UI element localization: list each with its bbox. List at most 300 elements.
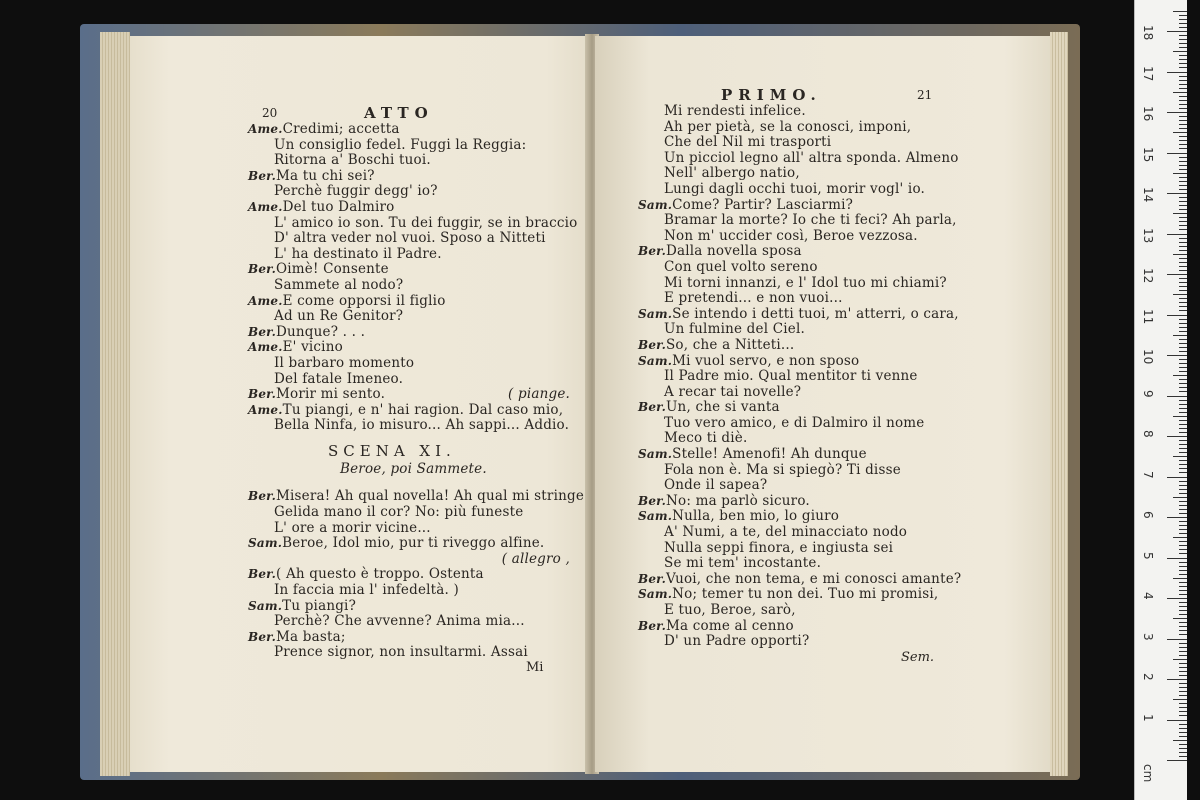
ruler-tick bbox=[1173, 537, 1187, 538]
text-line bbox=[638, 385, 961, 401]
text-line bbox=[248, 200, 584, 216]
ruler-tick bbox=[1179, 189, 1187, 190]
verse-text: Prence signor, non insultarmi. Assai bbox=[274, 644, 528, 661]
ruler-tick bbox=[1179, 229, 1187, 230]
ruler-tick bbox=[1179, 391, 1187, 392]
speaker-label: Ber. bbox=[638, 618, 666, 633]
text-line bbox=[638, 431, 961, 447]
text-line bbox=[248, 309, 584, 325]
ruler-tick bbox=[1179, 148, 1187, 149]
verse-text: Vuoi, che non tema, e mi conosci amante? bbox=[665, 570, 962, 587]
text-line bbox=[638, 416, 961, 432]
ruler-tick bbox=[1179, 217, 1187, 218]
text-line bbox=[248, 138, 584, 154]
text-line bbox=[248, 614, 584, 630]
text-line bbox=[248, 521, 584, 537]
text-line bbox=[248, 599, 584, 615]
speaker-label: Ber. bbox=[248, 262, 276, 277]
text-line bbox=[248, 247, 584, 263]
ruler-tick bbox=[1179, 327, 1187, 328]
text-line bbox=[248, 231, 584, 247]
ruler-tick bbox=[1179, 432, 1187, 433]
ruler-tick bbox=[1179, 201, 1187, 202]
ruler-tick bbox=[1173, 618, 1187, 619]
ruler-tick bbox=[1179, 177, 1187, 178]
ruler-number: 10 bbox=[1141, 349, 1155, 365]
ruler-tick bbox=[1179, 242, 1187, 243]
text-line bbox=[638, 322, 961, 338]
ruler-tick bbox=[1179, 96, 1187, 97]
verse-text: Dunque? . . . bbox=[275, 323, 366, 340]
ruler-tick bbox=[1179, 88, 1187, 89]
speaker-label: Ber. bbox=[248, 489, 276, 504]
verse-text: Non m' uccider così, Beroe vezzosa. bbox=[664, 227, 918, 244]
ruler-tick bbox=[1179, 671, 1187, 672]
verse-text: In faccia mia l' infedeltà. ) bbox=[274, 582, 459, 599]
ruler-tick bbox=[1179, 286, 1187, 287]
ruler-tick bbox=[1179, 732, 1187, 733]
ruler-tick bbox=[1179, 181, 1187, 182]
ruler-tick bbox=[1179, 756, 1187, 757]
text-line bbox=[248, 169, 584, 185]
ruler-tick bbox=[1167, 112, 1187, 113]
verse-text: Nell' albergo natio, bbox=[664, 165, 800, 182]
text-line bbox=[248, 630, 584, 646]
ruler-tick bbox=[1173, 92, 1187, 93]
verse-text: Onde il sapea? bbox=[664, 477, 768, 494]
page-edges-left bbox=[100, 32, 130, 776]
ruler-tick bbox=[1179, 197, 1187, 198]
ruler-tick bbox=[1179, 266, 1187, 267]
verse-text: Mi vuol servo, e non sposo bbox=[672, 352, 860, 369]
verse-text: Un, che si vanta bbox=[665, 399, 780, 416]
speaker-label: Ber. bbox=[638, 400, 666, 415]
verse-text: Dalla novella sposa bbox=[665, 243, 802, 260]
ruler-tick bbox=[1179, 521, 1187, 522]
speaker-label: Ber. bbox=[638, 571, 666, 586]
ruler-tick bbox=[1179, 586, 1187, 587]
text-line bbox=[638, 182, 961, 198]
ruler-tick bbox=[1179, 626, 1187, 627]
speaker-label: Ber. bbox=[248, 567, 276, 582]
speaker-label: Ber. bbox=[248, 168, 276, 183]
ruler-tick bbox=[1179, 444, 1187, 445]
speaker-label: Sam. bbox=[638, 353, 673, 368]
ruler-number: 9 bbox=[1141, 389, 1155, 398]
text-line bbox=[638, 307, 961, 323]
text-line bbox=[248, 294, 584, 310]
ruler-tick bbox=[1179, 63, 1187, 64]
verse-text: E' vicino bbox=[282, 339, 343, 356]
scene-title: SCENA XI. bbox=[328, 441, 456, 460]
ruler-tick bbox=[1179, 23, 1187, 24]
ruler-tick bbox=[1173, 173, 1187, 174]
speaker-label: Sam. bbox=[248, 598, 283, 613]
ruler-tick bbox=[1179, 140, 1187, 141]
verse-text: Che del Nil mi trasporti bbox=[664, 134, 832, 151]
ruler-tick bbox=[1167, 396, 1187, 397]
ruler-tick bbox=[1179, 55, 1187, 56]
speaker-label: Ber. bbox=[248, 629, 276, 644]
ruler-tick bbox=[1179, 351, 1187, 352]
page-header-right: PRIMO. bbox=[721, 86, 822, 104]
speaker-label: Sam. bbox=[638, 306, 673, 321]
text-line bbox=[638, 276, 961, 292]
text-line bbox=[638, 634, 961, 650]
ruler-number: 16 bbox=[1141, 106, 1155, 122]
page-header-left: ATTO bbox=[364, 104, 434, 122]
ruler-tick bbox=[1179, 614, 1187, 615]
left-page bbox=[130, 36, 620, 772]
ruler-tick bbox=[1179, 752, 1187, 753]
ruler-tick bbox=[1179, 39, 1187, 40]
text-line bbox=[638, 135, 961, 151]
verse-text: Ad un Re Genitor? bbox=[274, 308, 404, 325]
ruler-number: 4 bbox=[1141, 592, 1155, 600]
ruler-tick bbox=[1179, 622, 1187, 623]
ruler-tick bbox=[1167, 598, 1187, 599]
ruler-tick bbox=[1179, 404, 1187, 405]
ruler-tick bbox=[1179, 452, 1187, 453]
text-line bbox=[638, 104, 961, 120]
ruler-tick bbox=[1179, 691, 1187, 692]
ruler-tick bbox=[1167, 234, 1187, 235]
ruler-tick bbox=[1179, 47, 1187, 48]
ruler-tick bbox=[1179, 323, 1187, 324]
stage-direction: ( allegro , bbox=[501, 550, 570, 567]
ruler-tick bbox=[1179, 108, 1187, 109]
ruler-tick bbox=[1179, 590, 1187, 591]
ruler-tick bbox=[1179, 570, 1187, 571]
ruler-tick bbox=[1179, 485, 1187, 486]
ruler-tick bbox=[1173, 335, 1187, 336]
ruler-tick bbox=[1179, 157, 1187, 158]
ruler-tick bbox=[1173, 132, 1187, 133]
scene-characters: Beroe, poi Sammete. bbox=[340, 460, 487, 477]
text-line bbox=[248, 278, 584, 294]
ruler-number: 13 bbox=[1141, 227, 1155, 243]
speaker-label: Ame. bbox=[248, 402, 283, 417]
verse-text: Perchè fuggir degg' io? bbox=[274, 183, 438, 200]
text-line bbox=[248, 184, 584, 200]
ruler-tick bbox=[1179, 606, 1187, 607]
verse-text: Perchè? Che avvenne? Anima mia... bbox=[274, 613, 525, 630]
ruler-tick bbox=[1179, 290, 1187, 291]
open-book bbox=[80, 24, 1080, 780]
ruler-tick bbox=[1179, 562, 1187, 563]
verse-text: Ma tu chi sei? bbox=[275, 167, 375, 184]
verse-text: Ma basta; bbox=[275, 628, 346, 645]
ruler-tick bbox=[1179, 736, 1187, 737]
text-line bbox=[638, 463, 961, 479]
ruler-tick bbox=[1179, 270, 1187, 271]
verse-text: Del tuo Dalmiro bbox=[282, 198, 395, 215]
ruler-tick bbox=[1179, 655, 1187, 656]
ruler-tick bbox=[1179, 582, 1187, 583]
speaker-label: Ame. bbox=[248, 122, 283, 136]
ruler-tick bbox=[1179, 35, 1187, 36]
ruler-tick bbox=[1179, 687, 1187, 688]
verse-text: L' ore a morir vicine... bbox=[274, 519, 431, 536]
verse-text: E pretendi... e non vuoi... bbox=[664, 290, 843, 307]
ruler-tick bbox=[1179, 468, 1187, 469]
verse-text: Nulla, ben mio, lo giuro bbox=[672, 508, 840, 525]
text-line bbox=[248, 372, 584, 388]
verse-text: Nulla seppi finora, e ingiusta sei bbox=[664, 539, 894, 556]
text-line bbox=[638, 120, 961, 136]
ruler-tick bbox=[1173, 11, 1187, 12]
text-line bbox=[248, 356, 584, 372]
ruler-tick bbox=[1179, 100, 1187, 101]
ruler-tick bbox=[1179, 715, 1187, 716]
text-line bbox=[248, 567, 584, 583]
verse-text: Misera! Ah qual novella! Ah qual mi stringe bbox=[275, 488, 585, 505]
ruler-tick bbox=[1179, 505, 1187, 506]
ruler-tick bbox=[1179, 728, 1187, 729]
ruler-tick bbox=[1167, 760, 1187, 761]
ruler-tick bbox=[1167, 153, 1187, 154]
ruler-tick bbox=[1179, 634, 1187, 635]
ruler-number: 11 bbox=[1141, 308, 1155, 324]
ruler-number: 8 bbox=[1141, 430, 1155, 438]
ruler-tick bbox=[1179, 331, 1187, 332]
ruler-tick bbox=[1173, 659, 1187, 660]
text-line bbox=[248, 505, 584, 521]
ruler-tick bbox=[1179, 379, 1187, 380]
ruler-tick bbox=[1179, 647, 1187, 648]
ruler-tick bbox=[1179, 128, 1187, 129]
verse-text: Ah per pietà, se la conosci, imponi, bbox=[664, 118, 912, 135]
ruler-tick bbox=[1179, 339, 1187, 340]
ruler-tick bbox=[1179, 440, 1187, 441]
page-number-left: 20 bbox=[262, 106, 278, 120]
ruler-tick bbox=[1179, 594, 1187, 595]
ruler-tick bbox=[1179, 221, 1187, 222]
ruler-tick bbox=[1179, 667, 1187, 668]
verse-text: Lungi dagli occhi tuoi, morir vogl' io. bbox=[664, 180, 926, 197]
verse-text: Sammete al nodo? bbox=[274, 276, 404, 293]
ruler-tick bbox=[1179, 533, 1187, 534]
ruler-tick bbox=[1179, 84, 1187, 85]
text-line bbox=[248, 403, 584, 419]
ruler-unit: cm bbox=[1141, 764, 1155, 783]
verse-text: Credimi; accetta bbox=[282, 121, 400, 137]
ruler-tick bbox=[1173, 254, 1187, 255]
text-line bbox=[248, 552, 570, 568]
ruler-tick bbox=[1179, 104, 1187, 105]
ruler-tick bbox=[1179, 610, 1187, 611]
ruler-tick bbox=[1179, 630, 1187, 631]
ruler-tick bbox=[1179, 310, 1187, 311]
ruler-tick bbox=[1179, 481, 1187, 482]
ruler-tick bbox=[1179, 420, 1187, 421]
ruler-number: 12 bbox=[1141, 268, 1155, 284]
ruler-tick bbox=[1179, 707, 1187, 708]
ruler-tick bbox=[1179, 15, 1187, 16]
ruler-tick bbox=[1179, 59, 1187, 60]
ruler-tick bbox=[1167, 679, 1187, 680]
ruler-tick bbox=[1179, 464, 1187, 465]
ruler-tick bbox=[1179, 67, 1187, 68]
ruler-tick bbox=[1179, 651, 1187, 652]
text-line bbox=[638, 619, 961, 635]
ruler-tick bbox=[1179, 675, 1187, 676]
ruler-tick bbox=[1179, 448, 1187, 449]
speaker-label: Ame. bbox=[248, 199, 283, 214]
ruler-tick bbox=[1173, 456, 1187, 457]
verse-text: ( Ah questo è troppo. Ostenta bbox=[275, 566, 484, 583]
text-line bbox=[248, 583, 584, 599]
text-line bbox=[638, 166, 961, 182]
ruler-tick bbox=[1173, 294, 1187, 295]
text-line bbox=[638, 556, 961, 572]
ruler-tick bbox=[1179, 258, 1187, 259]
ruler-tick bbox=[1179, 343, 1187, 344]
text-line bbox=[248, 536, 584, 552]
ruler-tick bbox=[1179, 383, 1187, 384]
text-line bbox=[638, 400, 961, 416]
text-line bbox=[638, 291, 961, 307]
ruler-tick bbox=[1167, 274, 1187, 275]
ruler-tick bbox=[1173, 51, 1187, 52]
ruler-tick bbox=[1179, 529, 1187, 530]
ruler-tick bbox=[1179, 493, 1187, 494]
speaker-label: Ber. bbox=[638, 244, 666, 259]
verse-text: E tuo, Beroe, sarò, bbox=[664, 602, 796, 618]
ruler-tick bbox=[1179, 80, 1187, 81]
speaker-label: Sam. bbox=[638, 587, 673, 602]
ruler-number: 5 bbox=[1141, 551, 1155, 560]
verse-text: Mi rendesti infelice. bbox=[664, 103, 806, 119]
ruler-tick bbox=[1167, 720, 1187, 721]
verse-text: L' ha destinato il Padre. bbox=[274, 245, 442, 262]
ruler-tick bbox=[1173, 497, 1187, 498]
text-line bbox=[638, 572, 961, 588]
ruler-tick bbox=[1179, 513, 1187, 514]
left-page-text bbox=[248, 122, 584, 661]
ruler-tick bbox=[1179, 541, 1187, 542]
ruler-tick bbox=[1179, 209, 1187, 210]
ruler-tick bbox=[1179, 545, 1187, 546]
ruler-tick bbox=[1179, 695, 1187, 696]
ruler-tick bbox=[1179, 185, 1187, 186]
text-line bbox=[638, 338, 961, 354]
page-number-right: 21 bbox=[917, 88, 933, 102]
text-line bbox=[638, 213, 961, 229]
ruler-number: 17 bbox=[1141, 65, 1155, 81]
ruler-number: 15 bbox=[1141, 146, 1155, 162]
ruler-number: 6 bbox=[1141, 511, 1155, 519]
verse-text: Gelida mano il cor? No: più funeste bbox=[274, 504, 524, 521]
ruler-tick bbox=[1179, 319, 1187, 320]
text-line bbox=[638, 509, 961, 525]
right-page-text bbox=[638, 104, 961, 650]
ruler-tick bbox=[1179, 205, 1187, 206]
ruler-tick bbox=[1179, 161, 1187, 162]
text-line bbox=[638, 260, 961, 276]
ruler-tick bbox=[1179, 246, 1187, 247]
verse-text: Bramar la morte? Io che ti feci? Ah parla, bbox=[664, 212, 957, 229]
verse-text: Un picciol legno all' altra sponda. Almeno bbox=[664, 149, 959, 166]
ruler-tick bbox=[1179, 549, 1187, 550]
text-line bbox=[248, 340, 584, 356]
text-line bbox=[638, 587, 961, 603]
verse-text: Il Padre mio. Qual mentitor ti venne bbox=[664, 368, 918, 385]
speaker-label: Ber. bbox=[638, 493, 666, 508]
verse-text: D' altra veder nol vuoi. Sposo a Nitteti bbox=[274, 230, 546, 247]
text-line bbox=[638, 541, 961, 557]
ruler-tick bbox=[1179, 387, 1187, 388]
ruler-tick bbox=[1179, 250, 1187, 251]
verse-text: Bella Ninfa, io misuro... Ah sappi... Addio. bbox=[274, 417, 570, 434]
ruler-number: 18 bbox=[1141, 25, 1155, 41]
verse-text: Beroe, Idol mio, pur ti riveggo alfine. bbox=[282, 535, 545, 552]
text-line bbox=[248, 216, 584, 232]
verse-text: Morir mi sento. bbox=[275, 386, 386, 403]
ruler-number: 1 bbox=[1141, 713, 1155, 722]
ruler-tick bbox=[1179, 566, 1187, 567]
ruler-number: 14 bbox=[1141, 187, 1155, 203]
verse-text: Un fulmine del Ciel. bbox=[664, 321, 805, 338]
ruler-tick bbox=[1179, 748, 1187, 749]
ruler-tick bbox=[1179, 225, 1187, 226]
ruler-tick bbox=[1179, 371, 1187, 372]
stage-direction: ( piange. bbox=[508, 386, 570, 403]
ruler-number: 2 bbox=[1141, 673, 1155, 681]
ruler-tick bbox=[1167, 315, 1187, 316]
ruler-tick bbox=[1167, 517, 1187, 518]
ruler-tick bbox=[1179, 574, 1187, 575]
ruler-tick bbox=[1179, 169, 1187, 170]
ruler-tick bbox=[1173, 416, 1187, 417]
verse-text: Del fatale Imeneo. bbox=[274, 370, 404, 387]
ruler-tick bbox=[1179, 282, 1187, 283]
text-line bbox=[638, 151, 961, 167]
ruler-tick bbox=[1179, 643, 1187, 644]
ruler-tick bbox=[1179, 683, 1187, 684]
ruler-tick bbox=[1179, 347, 1187, 348]
ruler-tick bbox=[1167, 72, 1187, 73]
speaker-label: Ber. bbox=[248, 387, 276, 402]
text-line bbox=[638, 369, 961, 385]
verse-text: Con quel volto sereno bbox=[664, 258, 818, 275]
speaker-label: Sam. bbox=[638, 447, 673, 462]
ruler-tick bbox=[1179, 124, 1187, 125]
verse-text: E come opporsi il figlio bbox=[282, 292, 446, 309]
verse-text: Fola non è. Ma si spiegò? Ti disse bbox=[664, 461, 901, 478]
catchword-left: Mi bbox=[526, 660, 544, 675]
text-line bbox=[638, 447, 961, 463]
ruler-tick bbox=[1179, 744, 1187, 745]
ruler-tick bbox=[1179, 19, 1187, 20]
ruler-tick bbox=[1179, 76, 1187, 77]
speaker-label: Ber. bbox=[638, 337, 666, 352]
ruler-tick bbox=[1179, 408, 1187, 409]
ruler-tick bbox=[1179, 703, 1187, 704]
ruler-tick bbox=[1179, 428, 1187, 429]
catchword-right: Sem. bbox=[901, 650, 935, 665]
ruler-tick bbox=[1179, 724, 1187, 725]
verse-text: Tu piangi? bbox=[282, 597, 357, 614]
ruler-tick bbox=[1179, 472, 1187, 473]
verse-text: Ma come al cenno bbox=[665, 617, 794, 634]
right-page bbox=[595, 36, 1050, 772]
text-line bbox=[248, 418, 584, 434]
text-line bbox=[248, 153, 584, 169]
text-line bbox=[638, 603, 961, 619]
ruler-tick bbox=[1167, 639, 1187, 640]
ruler-tick bbox=[1179, 298, 1187, 299]
